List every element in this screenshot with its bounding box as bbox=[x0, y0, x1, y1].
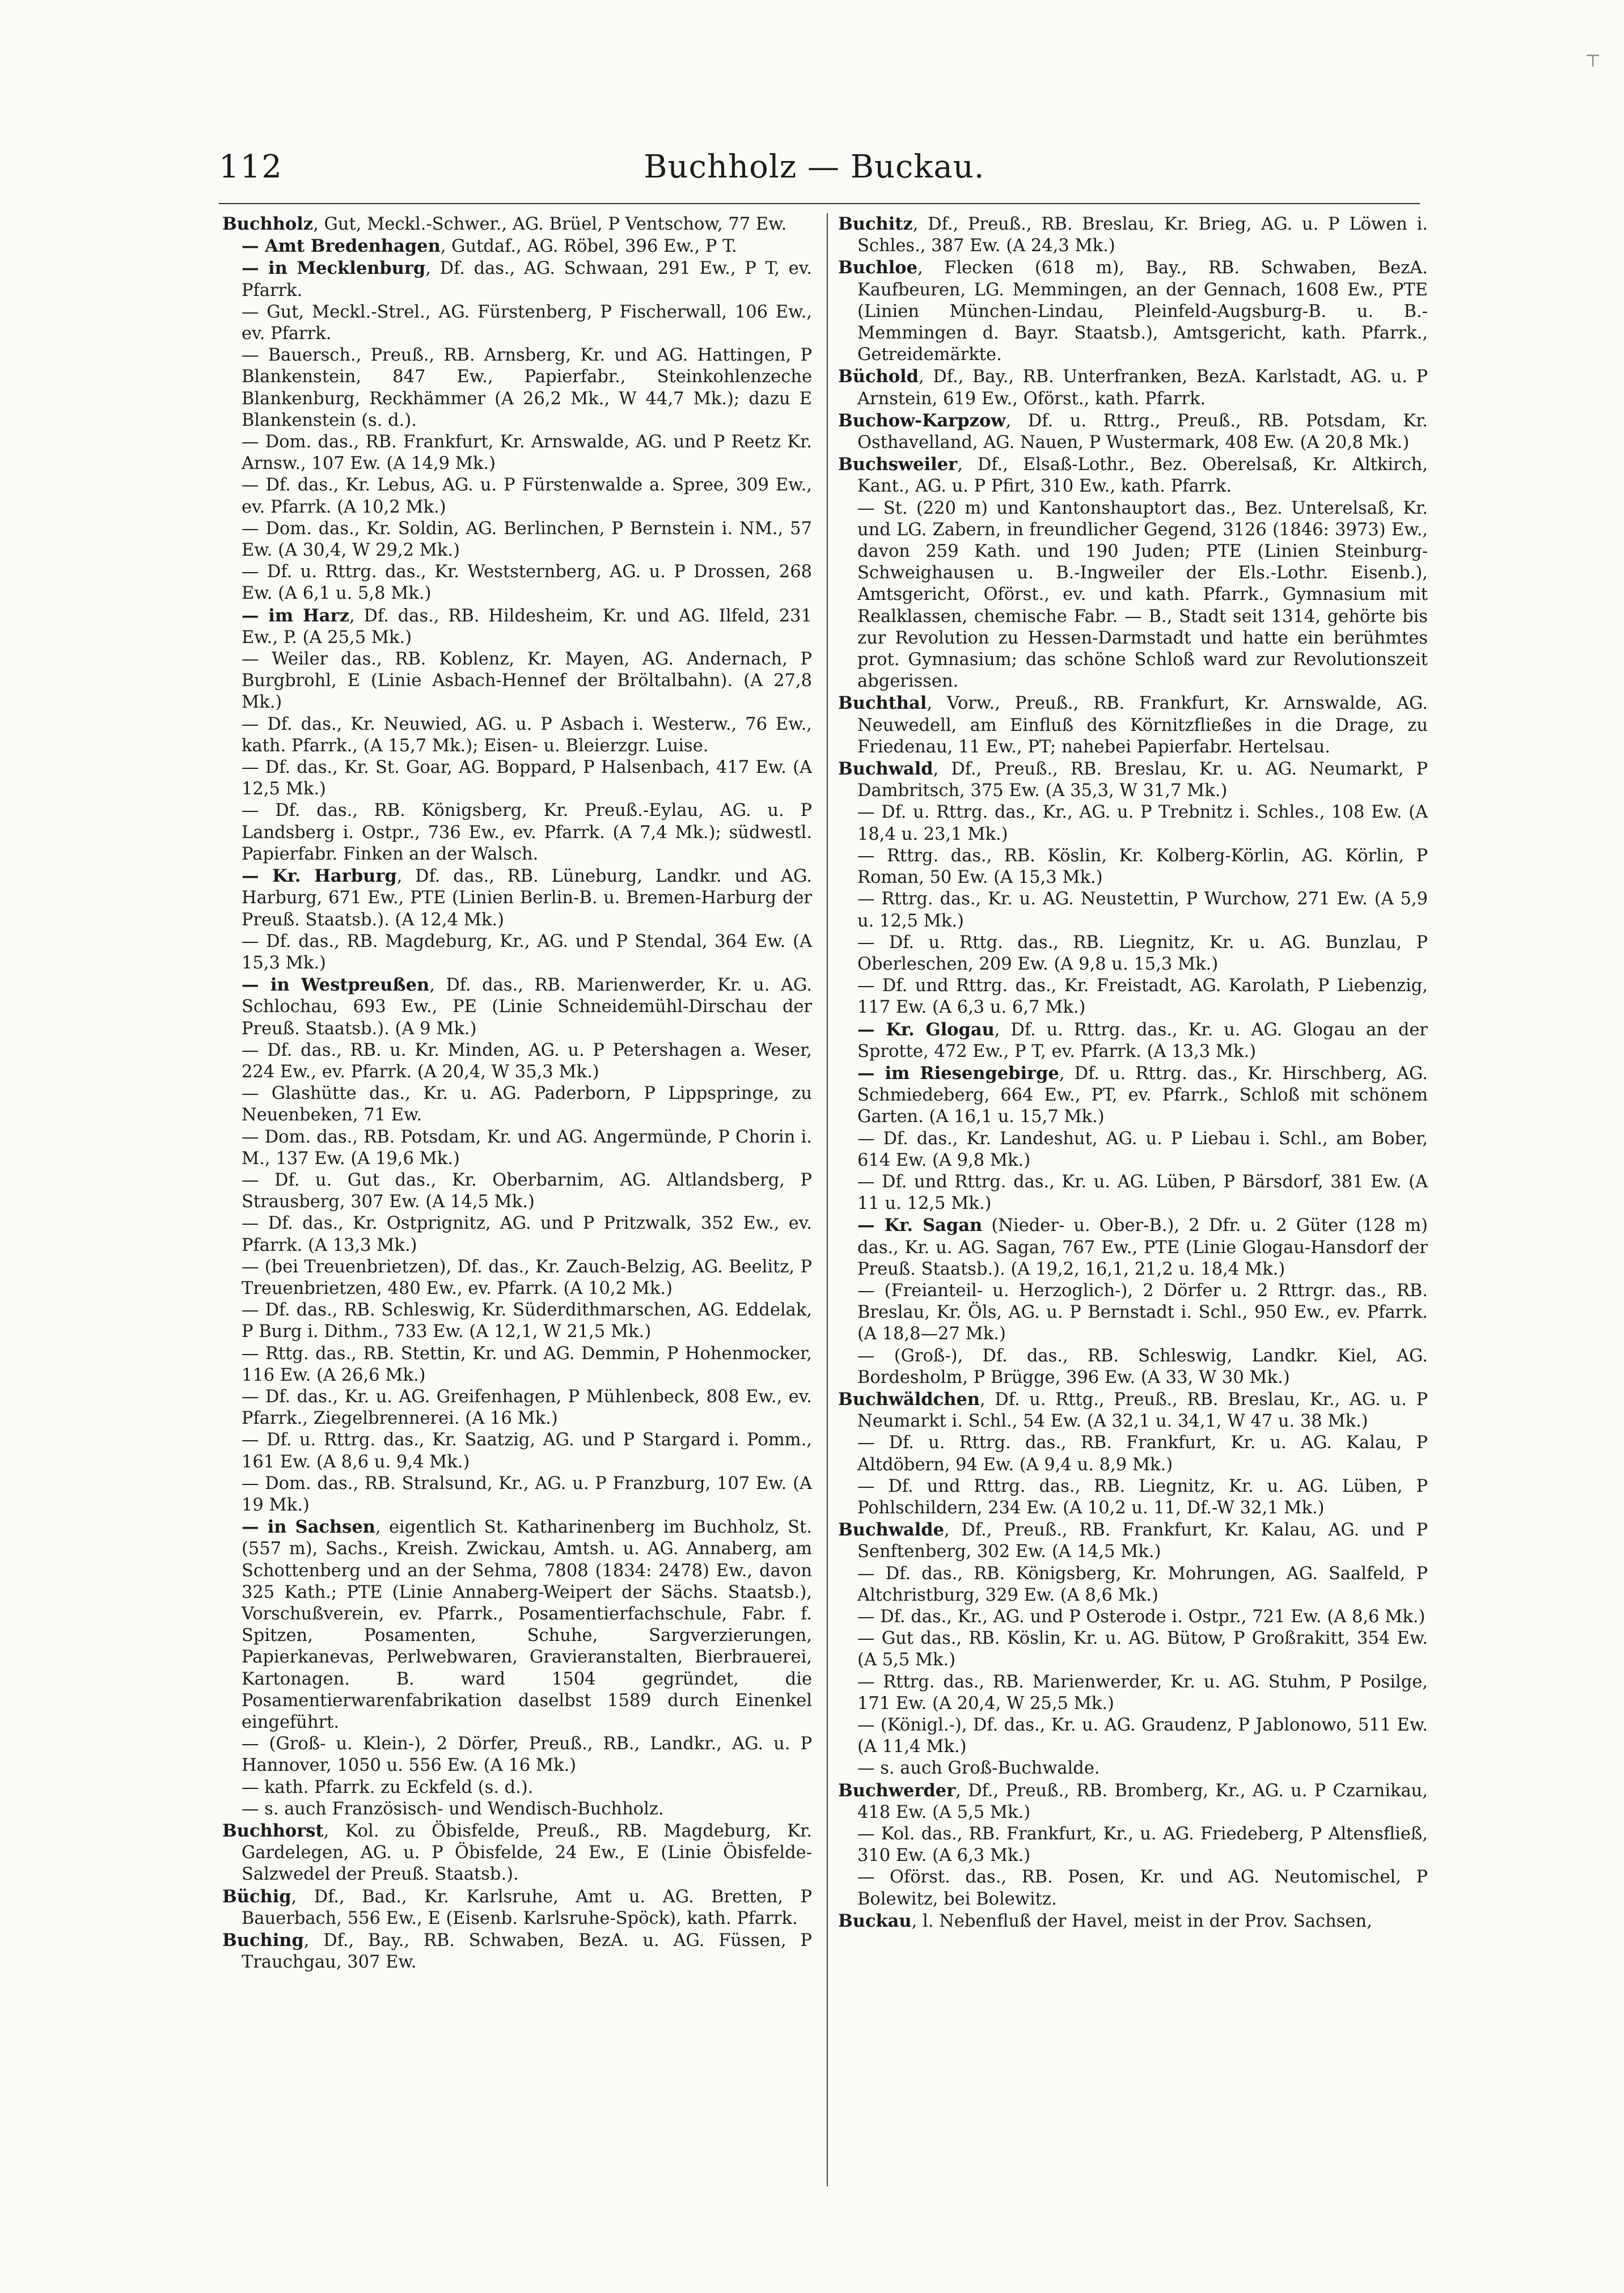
dictionary-entry bbox=[222, 1386, 812, 1429]
dictionary-entry bbox=[838, 1280, 1428, 1346]
entry-text: , Vorw., Preuß., RB. Frankfurt, Kr. Arnswalde, AG. Neuwedell, am Einfluß des Körnitzfließes in die Drage, zu Friedenau, 11 Ew., PT; nahebei Papierfabr. Hertelsau. bbox=[857, 693, 1428, 757]
entry-text: — Df. u. Gut das., Kr. Oberbarnim, AG. Altlandsberg, P Strausberg, 307 Ew. (A 14,5 Mk.) bbox=[242, 1170, 812, 1212]
dictionary-entry bbox=[222, 431, 812, 475]
right-column bbox=[838, 213, 1428, 1932]
entry-headword: Buchwäldchen bbox=[838, 1389, 980, 1410]
dictionary-entry bbox=[222, 1733, 812, 1776]
dictionary-entry bbox=[222, 865, 812, 931]
entry-text: , Flecken (618 m), Bay., RB. Schwaben, BezA. Kaufbeuren, LG. Memmingen, an der Gennach, 1608 Ew., PTE (Linien München-Lindau, Pleinfeld-Augsburg-B. u. B.-Memmingen d. Bayr. Staatsb.), Amtsgericht, kath. Pfarrk., Getreidemärkte. bbox=[857, 258, 1428, 365]
entry-text: — Rttrg. das., Kr. u. AG. Neustettin, P Wurchow, 271 Ew. (A 5,9 u. 12,5 Mk.) bbox=[857, 889, 1428, 931]
dictionary-entry bbox=[838, 1389, 1428, 1432]
entry-text: , Gut, Meckl.-Schwer., AG. Brüel, P Ventschow, 77 Ew. bbox=[313, 214, 787, 234]
entry-text: — Gut, Meckl.-Strel., AG. Fürstenberg, P Fischerwall, 106 Ew., ev. Pfarrk. bbox=[242, 302, 812, 344]
dictionary-entry bbox=[222, 974, 812, 1040]
entry-headword: — in Sachsen bbox=[242, 1517, 375, 1538]
dictionary-entry bbox=[222, 475, 812, 518]
entry-text: (Nieder- u. Ober-B.), 2 Dfr. u. 2 Güter (128 m) das., Kr. u. AG. Sagan, 767 Ew., PTE (Linie Glogau-Hansdorf der Preuß. Staatsb.). (A 19,2, 16,1, 21,2 u. 18,4 Mk.) bbox=[857, 1216, 1428, 1279]
dictionary-entry bbox=[222, 1040, 812, 1083]
column-divider bbox=[827, 213, 828, 2186]
entry-text: , Df., Preuß., RB. Bromberg, Kr., AG. u. P Czarnikau, 418 Ew. (A 5,5 Mk.) bbox=[857, 1780, 1428, 1822]
dictionary-entry bbox=[838, 889, 1428, 932]
entry-text: , l. Nebenfluß der Havel, meist in der Prov. Sachsen, bbox=[911, 1911, 1372, 1931]
entry-text: — Df. das., Kr. u. AG. Greifenhagen, P Mühlenbeck, 808 Ew., ev. Pfarrk., Ziegelbrennerei. (A 16 Mk.) bbox=[242, 1386, 812, 1429]
dictionary-entry bbox=[838, 1867, 1428, 1910]
dictionary-entry bbox=[222, 757, 812, 800]
entry-text: — Dom. das., RB. Frankfurt, Kr. Arnswalde, AG. und P Reetz Kr. Arnsw., 107 Ew. (A 14,9 Mk.) bbox=[242, 432, 812, 474]
dictionary-entry bbox=[838, 1519, 1428, 1563]
header-rule bbox=[219, 203, 1420, 204]
entry-text: , Df. das., RB. Lüneburg, Landkr. und AG. Harburg, 671 Ew., PTE (Linien Berlin-B. u. Bremen-Harburg der Preuß. Staatsb.). (A 12,4 Mk.) bbox=[242, 866, 812, 930]
entry-text: — Df. und Rttrg. das., RB. Liegnitz, Kr. u. AG. Lüben, P Pohlschildern, 234 Ew. (A 10,2 u. 11, Df.-W 32,1 Mk.) bbox=[857, 1476, 1428, 1518]
entry-text: — Df. das., Kr. Lebus, AG. u. P Fürstenwalde a. Spree, 309 Ew., ev. Pfarrk. (A 10,2 Mk.) bbox=[242, 475, 812, 517]
entry-headword: Buckau bbox=[838, 1910, 912, 1931]
dictionary-entry bbox=[838, 498, 1428, 693]
entry-text: — Df. und Rttrg. das., Kr. Freistadt, AG. Karolath, P Liebenzig, 117 Ew. (A 6,3 u. 6,7 Mk.) bbox=[857, 976, 1428, 1018]
entry-headword: — in Westpreußen bbox=[242, 975, 430, 996]
dictionary-entry bbox=[838, 257, 1428, 366]
dictionary-entry bbox=[838, 1171, 1428, 1215]
dictionary-entry bbox=[838, 1215, 1428, 1280]
entry-text: — Df. das., RB. Magdeburg, Kr., AG. und P Stendal, 364 Ew. (A 15,3 Mk.) bbox=[242, 931, 812, 973]
entry-text: — Df. das., Kr. Neuwied, AG. u. P Asbach i. Westerw., 76 Ew., kath. Pfarrk., (A 15,7 Mk.); Eisen- u. Bleierzgr. Luise. bbox=[242, 714, 812, 756]
dictionary-entry bbox=[222, 561, 812, 604]
dictionary-entry bbox=[222, 649, 812, 714]
running-head: Buchholz — Buckau. bbox=[644, 149, 985, 185]
dictionary-entry bbox=[222, 213, 812, 235]
entry-text: — Rttrg. das., RB. Köslin, Kr. Kolberg-Körlin, AG. Körlin, P Roman, 50 Ew. (A 15,3 Mk.) bbox=[857, 845, 1428, 888]
entry-headword: — im Harz bbox=[242, 605, 349, 626]
dictionary-entry bbox=[222, 1127, 812, 1170]
entry-text: — Df. das., Kr. St. Goar, AG. Boppard, P Halsenbach, 417 Ew. (A 12,5 Mk.) bbox=[242, 758, 812, 799]
dictionary-entry bbox=[838, 1606, 1428, 1628]
dictionary-entry bbox=[222, 1300, 812, 1343]
entry-headword: — Kr. Harburg bbox=[242, 866, 397, 887]
dictionary-entry bbox=[222, 1257, 812, 1300]
dictionary-entry bbox=[222, 1886, 812, 1930]
dictionary-entry bbox=[222, 1930, 812, 1973]
entry-text: — Dom. das., RB. Stralsund, Kr., AG. u. P Franzburg, 107 Ew. (A 19 Mk.) bbox=[242, 1473, 812, 1515]
entry-text: , Kol. zu Öbisfelde, Preuß., RB. Magdeburg, Kr. Gardelegen, AG. u. P Öbisfelde, 24 Ew., E (Linie Öbisfelde-Salzwedel der Preuß. Staatsb.). bbox=[242, 1821, 812, 1885]
dictionary-entry bbox=[838, 1824, 1428, 1867]
dictionary-entry bbox=[838, 1346, 1428, 1389]
entry-headword: Buchthal bbox=[838, 693, 927, 714]
entry-headword: Buchwalde bbox=[838, 1520, 945, 1541]
entry-text: — Dom. das., Kr. Soldin, AG. Berlinchen, P Bernstein i. NM., 57 Ew. (A 30,4, W 29,2 Mk.) bbox=[242, 518, 812, 561]
dictionary-entry bbox=[222, 800, 812, 865]
entry-headword: Büchig bbox=[222, 1886, 291, 1907]
entry-text: — Df. das., RB. Schleswig, Kr. Süderdithmarschen, AG. Eddelak, P Burg i. Dithm., 733 Ew. (A 12,1, W 21,5 Mk.) bbox=[242, 1300, 812, 1342]
entry-text: — Bauersch., Preuß., RB. Arnsberg, Kr. und AG. Hattingen, P Blankenstein, 847 Ew., Papierfabr., Steinkohlenzeche Blankenburg, Reckhämmer (A 26,2 Mk., W 44,7 Mk.); dazu E Blankenstein (s. d.). bbox=[242, 345, 812, 430]
dictionary-entry bbox=[222, 1429, 812, 1473]
entry-headword: Buchow-Karpzow bbox=[838, 410, 1006, 431]
entry-text: — (Königl.-), Df. das., Kr. u. AG. Graudenz, P Jablonowo, 511 Ew. (A 11,4 Mk.) bbox=[857, 1715, 1428, 1757]
dictionary-entry bbox=[222, 1473, 812, 1516]
dictionary-entry bbox=[222, 931, 812, 974]
dictionary-entry bbox=[838, 1628, 1428, 1671]
entry-text: — Df. das., RB. Königsberg, Kr. Preuß.-Eylau, AG. u. P Landsberg i. Ostpr., 736 Ew., ev. Pfarrk. (A 7,4 Mk.); südwestl. Papierfabr. Finken an der Walsch. bbox=[242, 801, 812, 864]
entry-text: — Weiler das., RB. Koblenz, Kr. Mayen, AG. Andernach, P Burgbrohl, E (Linie Asbach-Hennef der Bröltalbahn). (A 27,8 Mk.) bbox=[242, 649, 812, 713]
entry-text: , Gutdaf., AG. Röbel, 396 Ew., P T. bbox=[440, 236, 737, 257]
dictionary-entry bbox=[222, 1777, 812, 1799]
entry-text: — Df. u. Rttrg. das., Kr. Weststernberg, AG. u. P Drossen, 268 Ew. (A 6,1 u. 5,8 Mk.) bbox=[242, 562, 812, 604]
entry-text: — Df. u. Rttrg. das., Kr. Saatzig, AG. und P Stargard i. Pomm., 161 Ew. (A 8,6 u. 9,4 Mk.) bbox=[242, 1430, 812, 1472]
dictionary-entry bbox=[222, 518, 812, 561]
dictionary-entry bbox=[838, 845, 1428, 889]
entry-text: — (Groß- u. Klein-), 2 Dörfer, Preuß., RB., Landkr., AG. u. P Hannover, 1050 u. 556 Ew. (A 16 Mk.) bbox=[242, 1734, 812, 1776]
entry-text: — kath. Pfarrk. zu Eckfeld (s. d.). bbox=[242, 1777, 534, 1797]
dictionary-entry bbox=[222, 235, 812, 257]
dictionary-entry bbox=[222, 1213, 812, 1256]
entry-text: , Df. u. Rttg., Preuß., RB. Breslau, Kr., AG. u. P Neumarkt i. Schl., 54 Ew. (A 32,1 u. 34,1, W 47 u. 38 Mk.) bbox=[857, 1389, 1428, 1432]
entry-headword: — im Riesengebirge bbox=[857, 1063, 1059, 1084]
entry-headword: — in Mecklenburg bbox=[242, 258, 426, 279]
dictionary-entry bbox=[838, 213, 1428, 257]
entry-headword: Buchholz bbox=[222, 214, 314, 234]
dictionary-entry bbox=[838, 1063, 1428, 1128]
dictionary-entry bbox=[838, 932, 1428, 975]
dictionary-entry bbox=[838, 1715, 1428, 1758]
entry-text: , Df. u. Rttrg. das., Kr. u. AG. Glogau an der Sprotte, 472 Ew., P T, ev. Pfarrk. (A 13,3 Mk.) bbox=[857, 1019, 1428, 1061]
dictionary-entry bbox=[222, 1170, 812, 1213]
dictionary-entry bbox=[838, 1128, 1428, 1171]
entry-text: , Df. u. Rttrg. das., Kr. Hirschberg, AG. Schmiedeberg, 664 Ew., PT, ev. Pfarrk., Schloß mit schönem Garten. (A 16,1 u. 15,7 Mk.) bbox=[857, 1063, 1428, 1127]
dictionary-entry bbox=[838, 1672, 1428, 1715]
entry-headword: Buchitz bbox=[838, 214, 913, 234]
entry-text: — Df. u. Rttrg. das., RB. Frankfurt, Kr. u. AG. Kalau, P Altdöbern, 94 Ew. (A 9,4 u. 8,9 Mk.) bbox=[857, 1433, 1428, 1475]
entry-text: , Df., Bay., RB. Unterfranken, BezA. Karlstadt, AG. u. P Arnstein, 619 Ew., Oförst., kath. Pfarrk. bbox=[857, 367, 1428, 409]
entry-text: — Df. u. Rttrg. das., Kr., AG. u. P Trebnitz i. Schles., 108 Ew. (A 18,4 u. 23,1 Mk.) bbox=[857, 802, 1428, 844]
entry-text: — Gut das., RB. Köslin, Kr. u. AG. Bütow, P Großrakitt, 354 Ew. (A 5,5 Mk.) bbox=[857, 1628, 1428, 1670]
dictionary-entry bbox=[222, 1799, 812, 1820]
entry-text: , Df., Bay., RB. Schwaben, BezA. u. AG. Füssen, P Trauchgau, 307 Ew. bbox=[242, 1931, 812, 1973]
dictionary-entry bbox=[222, 1820, 812, 1886]
dictionary-entry bbox=[838, 1563, 1428, 1606]
entry-text: , Df. das., RB. Marienwerder, Kr. u. AG. Schlochau, 693 Ew., PE (Linie Schneidemühl-Dirschau der Preuß. Staatsb.). (A 9 Mk.) bbox=[242, 975, 812, 1039]
entry-text: — (Freianteil- u. Herzoglich-), 2 Dörfer u. 2 Rttrgr. das., RB. Breslau, Kr. Öls, AG. u. P Bernstadt i. Schl., 950 Ew., ev. Pfarrk. (A 18,8—27 Mk.) bbox=[857, 1280, 1428, 1344]
entry-text: — Kol. das., RB. Frankfurt, Kr., u. AG. Friedeberg, P Altensfließ, 310 Ew. (A 6,3 Mk.) bbox=[857, 1824, 1428, 1866]
dictionary-entry bbox=[838, 802, 1428, 845]
entry-headword: — Kr. Sagan bbox=[857, 1215, 983, 1236]
dictionary-entry bbox=[222, 1516, 812, 1733]
entry-text: — Df. das., Kr. Landeshut, AG. u. P Liebau i. Schl., am Bober, 614 Ew. (A 9,8 Mk.) bbox=[857, 1128, 1428, 1170]
entry-text: , Df. u. Rttrg., Preuß., RB. Potsdam, Kr. Osthavelland, AG. Nauen, P Wustermark, 408 Ew. (A 20,8 Mk.) bbox=[857, 411, 1428, 453]
dictionary-entry bbox=[222, 714, 812, 757]
entry-text: — Rttrg. das., RB. Marienwerder, Kr. u. AG. Stuhm, P Posilge, 171 Ew. (A 20,4, W 25,5 Mk.) bbox=[857, 1672, 1428, 1714]
entry-text: — Rttg. das., RB. Stettin, Kr. und AG. Demmin, P Hohenmocker, 116 Ew. (A 26,6 Mk.) bbox=[242, 1343, 812, 1385]
dictionary-entry bbox=[838, 454, 1428, 497]
entry-text: , Df., Preuß., RB. Breslau, Kr. u. AG. Neumarkt, P Dambritsch, 375 Ew. (A 35,3, W 31,7 Mk.) bbox=[857, 759, 1428, 801]
dictionary-entry bbox=[838, 1019, 1428, 1063]
dictionary-entry bbox=[222, 605, 812, 649]
dictionary-entry bbox=[222, 302, 812, 345]
dictionary-entry bbox=[222, 345, 812, 431]
entry-text: — Df. das., Kr. Ostprignitz, AG. und P Pritzwalk, 352 Ew., ev. Pfarrk. (A 13,3 Mk.) bbox=[242, 1213, 812, 1255]
entry-text: — (bei Treuenbrietzen), Df. das., Kr. Zauch-Belzig, AG. Beelitz, P Treuenbrietzen, 480 Ew., ev. Pfarrk. (A 10,2 Mk.) bbox=[242, 1257, 812, 1298]
entry-text: , Df., Bad., Kr. Karlsruhe, Amt u. AG. Bretten, P Bauerbach, 556 Ew., E (Eisenb. Karlsruhe-Spöck), kath. Pfarrk. bbox=[242, 1886, 812, 1928]
entry-headword: — Kr. Glogau bbox=[857, 1019, 995, 1040]
entry-text: , Df., Elsaß-Lothr., Bez. Oberelsaß, Kr. Altkirch, Kant., AG. u. P Pfirt, 310 Ew., kath. Pfarrk. bbox=[857, 455, 1428, 497]
entry-text: , Df., Preuß., RB. Frankfurt, Kr. Kalau, AG. und P Senftenberg, 302 Ew. (A 14,5 Mk.) bbox=[857, 1520, 1428, 1562]
entry-headword: Büchold bbox=[838, 366, 919, 387]
left-column bbox=[222, 213, 812, 1973]
page-number: 112 bbox=[219, 149, 283, 185]
dictionary-entry bbox=[838, 1476, 1428, 1519]
dictionary-entry bbox=[222, 1343, 812, 1386]
dictionary-entry bbox=[838, 1910, 1428, 1932]
entry-text: — St. (220 m) und Kantonshauptort das., Bez. Unterelsaß, Kr. und LG. Zabern, in freundlicher Gegend, 3126 (1846: 3973) Ew., davon 259 Kath. und 190 Juden; PTE (Linien Steinburg-Schweighausen u. B.-Ingweiler der Els.-Lothr. Eisenb.), Amtsgericht, Oförst., ev. und kath. Pfarrk., Gymnasium mit Realklassen, chemische Fabr. — B., Stadt seit 1314, gehörte bis zur Revolution zu Hessen-Darmstadt und hatte ein berühmtes prot. Gymnasium; das schöne Schloß ward zur Revolutionszeit abgerissen. bbox=[857, 498, 1428, 692]
dictionary-entry bbox=[838, 1432, 1428, 1475]
dictionary-entry bbox=[838, 1780, 1428, 1824]
entry-text: — Df. u. Rttg. das., RB. Liegnitz, Kr. u. AG. Bunzlau, P Oberleschen, 209 Ew. (A 9,8 u. 15,3 Mk.) bbox=[857, 932, 1428, 974]
entry-headword: — Amt Bredenhagen bbox=[242, 236, 441, 257]
entry-text: — s. auch Französisch- und Wendisch-Buchholz. bbox=[242, 1799, 664, 1819]
dictionary-entry bbox=[838, 692, 1428, 758]
entry-headword: Buchsweiler bbox=[838, 454, 958, 475]
entry-text: — Df. das., RB. u. Kr. Minden, AG. u. P Petershagen a. Weser, 224 Ew., ev. Pfarrk. (A 20,4, W 35,3 Mk.) bbox=[242, 1040, 812, 1082]
entry-text: — Df. das., Kr., AG. und P Osterode i. Ostpr., 721 Ew. (A 8,6 Mk.) bbox=[857, 1607, 1426, 1627]
entry-headword: Buchwerder bbox=[838, 1780, 956, 1801]
dictionary-entry bbox=[838, 975, 1428, 1018]
corner-mark: ⊤ bbox=[1585, 51, 1601, 71]
dictionary-entry bbox=[838, 410, 1428, 454]
entry-headword: Buchwald bbox=[838, 759, 933, 780]
dictionary-entry bbox=[838, 366, 1428, 409]
entry-text: — Oförst. das., RB. Posen, Kr. und AG. Neutomischel, P Bolewitz, bei Bolewitz. bbox=[857, 1867, 1428, 1909]
dictionary-entry bbox=[838, 1758, 1428, 1779]
entry-text: — s. auch Groß-Buchwalde. bbox=[857, 1758, 1100, 1779]
entry-headword: Buchloe bbox=[838, 257, 918, 278]
entry-text: , Df. das., RB. Hildesheim, Kr. und AG. Ilfeld, 231 Ew., P. (A 25,5 Mk.) bbox=[242, 606, 812, 648]
entry-text: — (Groß-), Df. das., RB. Schleswig, Landkr. Kiel, AG. Bordesholm, P Brügge, 396 Ew. (A 33, W 30 Mk.) bbox=[857, 1346, 1428, 1387]
entry-headword: Buchhorst bbox=[222, 1821, 324, 1842]
entry-text: — Df. das., RB. Königsberg, Kr. Mohrungen, AG. Saalfeld, P Altchristburg, 329 Ew. (A 8,6 Mk.) bbox=[857, 1563, 1428, 1605]
dictionary-entry bbox=[222, 1083, 812, 1126]
dictionary-entry bbox=[838, 758, 1428, 802]
entry-text: , Df. das., AG. Schwaan, 291 Ew., P T, ev. Pfarrk. bbox=[242, 259, 812, 301]
entry-text: , eigentlich St. Katharinenberg im Buchholz, St. (557 m), Sachs., Kreish. Zwickau, Amtsh. u. AG. Annaberg, am Schottenberg und an der Sehma, 7808 (1834: 2478) Ew., davon 325 Kath.; PTE (Linie Annaberg-Weipert der Sächs. Staatsb.), Vorschußverein, ev. Pfarrk., Posamentierfachschule, Fabr. f. Spitzen, Posamenten, Schuhe, Sargverzierungen, Papierkanevas, Perlwebwaren, Gravieranstalten, Bierbrauerei, Kartonagen. B. ward 1504 gegründet, die Posamentierwarenfabrikation daselbst 1589 durch Einenkel eingeführt. bbox=[242, 1517, 812, 1733]
entry-text: , Df., Preuß., RB. Breslau, Kr. Brieg, AG. u. P Löwen i. Schles., 387 Ew. (A 24,3 Mk.) bbox=[857, 214, 1428, 256]
entry-text: — Dom. das., RB. Potsdam, Kr. und AG. Angermünde, P Chorin i. M., 137 Ew. (A 19,6 Mk.) bbox=[242, 1127, 812, 1169]
dictionary-entry bbox=[222, 257, 812, 301]
entry-headword: Buching bbox=[222, 1930, 304, 1951]
entry-text: — Df. und Rttrg. das., Kr. u. AG. Lüben, P Bärsdorf, 381 Ew. (A 11 u. 12,5 Mk.) bbox=[857, 1171, 1428, 1214]
entry-text: — Glashütte das., Kr. u. AG. Paderborn, P Lippspringe, zu Neuenbeken, 71 Ew. bbox=[242, 1084, 812, 1126]
